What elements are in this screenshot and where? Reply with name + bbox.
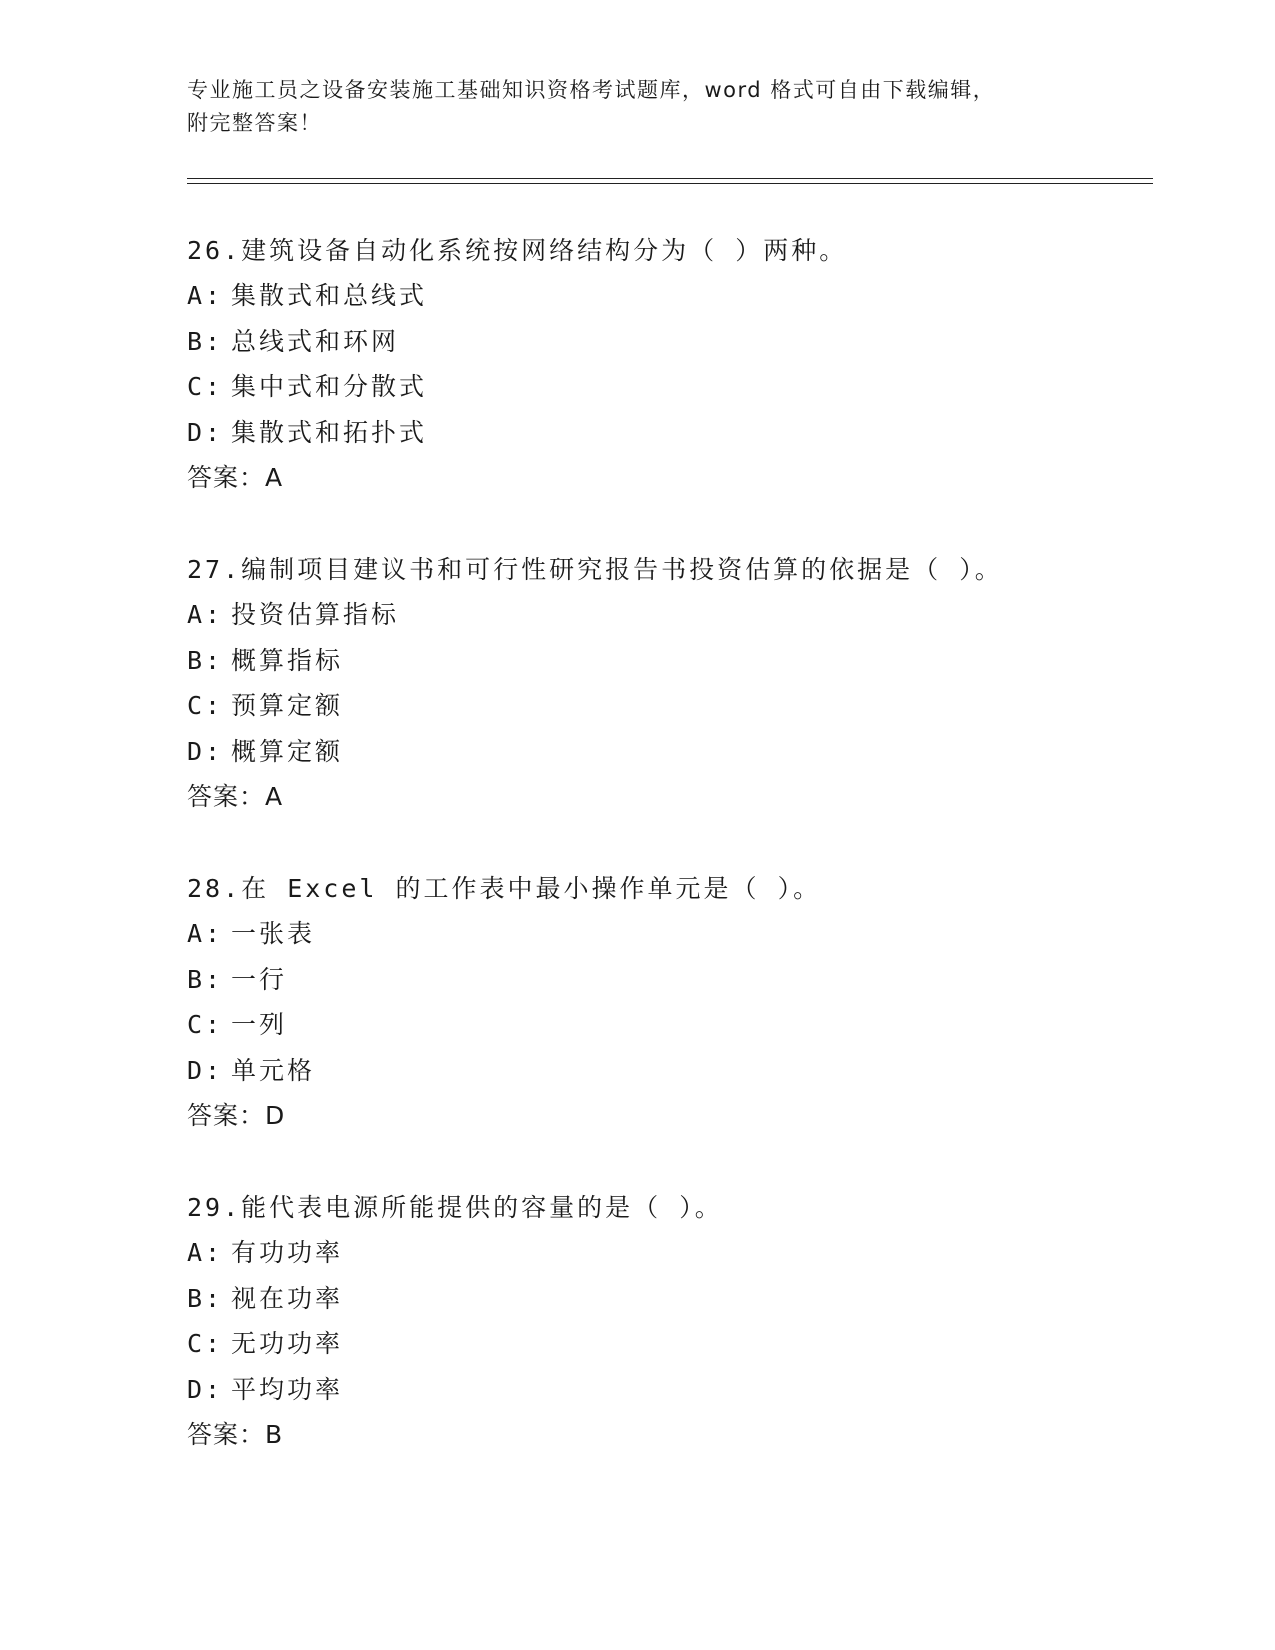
option-text: 视在功率 [231,1283,344,1313]
question-block [187,1185,1167,1458]
option-text: 投资估算指标 [231,600,400,629]
option-a [187,273,1167,319]
question-block [187,547,1167,820]
option-text: 概算定额 [231,736,344,766]
option-text: 集散式和拓扑式 [231,417,428,447]
answer-line: 答案：A [187,782,284,811]
header-line-1: 专业施工员之设备安装施工基础知识资格考试题库，word 格式可自由下载编辑， [187,78,996,102]
option-text: 一行 [231,964,288,994]
option-letter: B: [187,645,224,675]
option-letter: A: [187,919,224,948]
question-stem: 27.编制项目建议书和可行性研究报告书投资估算的依据是（ ）。 [187,555,1003,584]
option-text: 预算定额 [231,691,344,720]
option-letter: D: [187,1055,224,1085]
option-a [187,592,1167,638]
question-stem: 29.能代表电源所能提供的容量的是（ ）。 [187,1193,723,1222]
option-d [187,729,1167,775]
question-block [187,866,1167,1139]
answer-line: 答案：B [187,1420,284,1449]
option-a [187,911,1167,957]
header-divider-top [187,178,1153,179]
question-stem: 28.在 Excel 的工作表中最小操作单元是（ ）。 [187,874,822,903]
option-letter: C: [187,691,224,720]
option-text: 一列 [231,1010,288,1039]
option-text: 集中式和分散式 [231,372,428,401]
option-d [187,410,1167,456]
option-letter: C: [187,1329,224,1358]
option-c [187,1321,1167,1367]
option-d [187,1367,1167,1413]
option-text: 平均功率 [231,1374,344,1404]
option-b [187,1276,1167,1322]
option-c [187,683,1167,729]
answer-line: 答案：A [187,463,284,492]
option-text: 有功功率 [231,1238,344,1267]
answer-line: 答案：D [187,1101,286,1130]
option-letter: C: [187,1010,224,1039]
question-stem: 26.建筑设备自动化系统按网络结构分为（ ）两种。 [187,236,848,265]
option-letter: D: [187,417,224,447]
option-letter: B: [187,326,224,356]
option-b [187,638,1167,684]
option-letter: B: [187,964,224,994]
option-c [187,364,1167,410]
option-letter: B: [187,1283,224,1313]
option-text: 集散式和总线式 [231,281,428,310]
question-block [187,228,1167,501]
option-c [187,1002,1167,1048]
option-letter: A: [187,281,224,310]
option-d [187,1048,1167,1094]
option-text: 无功功率 [231,1329,344,1358]
header-line-2: 附完整答案！ [187,111,322,135]
option-b [187,957,1167,1003]
option-letter: D: [187,1374,224,1404]
option-letter: A: [187,600,224,629]
option-b [187,319,1167,365]
option-text: 总线式和环网 [231,326,400,356]
option-letter: C: [187,372,224,401]
option-text: 概算指标 [231,645,344,675]
document-header [187,74,1087,140]
option-text: 一张表 [231,919,316,948]
option-letter: A: [187,1238,224,1267]
option-letter: D: [187,736,224,766]
option-text: 单元格 [231,1055,316,1085]
header-divider-bottom [187,183,1153,184]
option-a [187,1230,1167,1276]
